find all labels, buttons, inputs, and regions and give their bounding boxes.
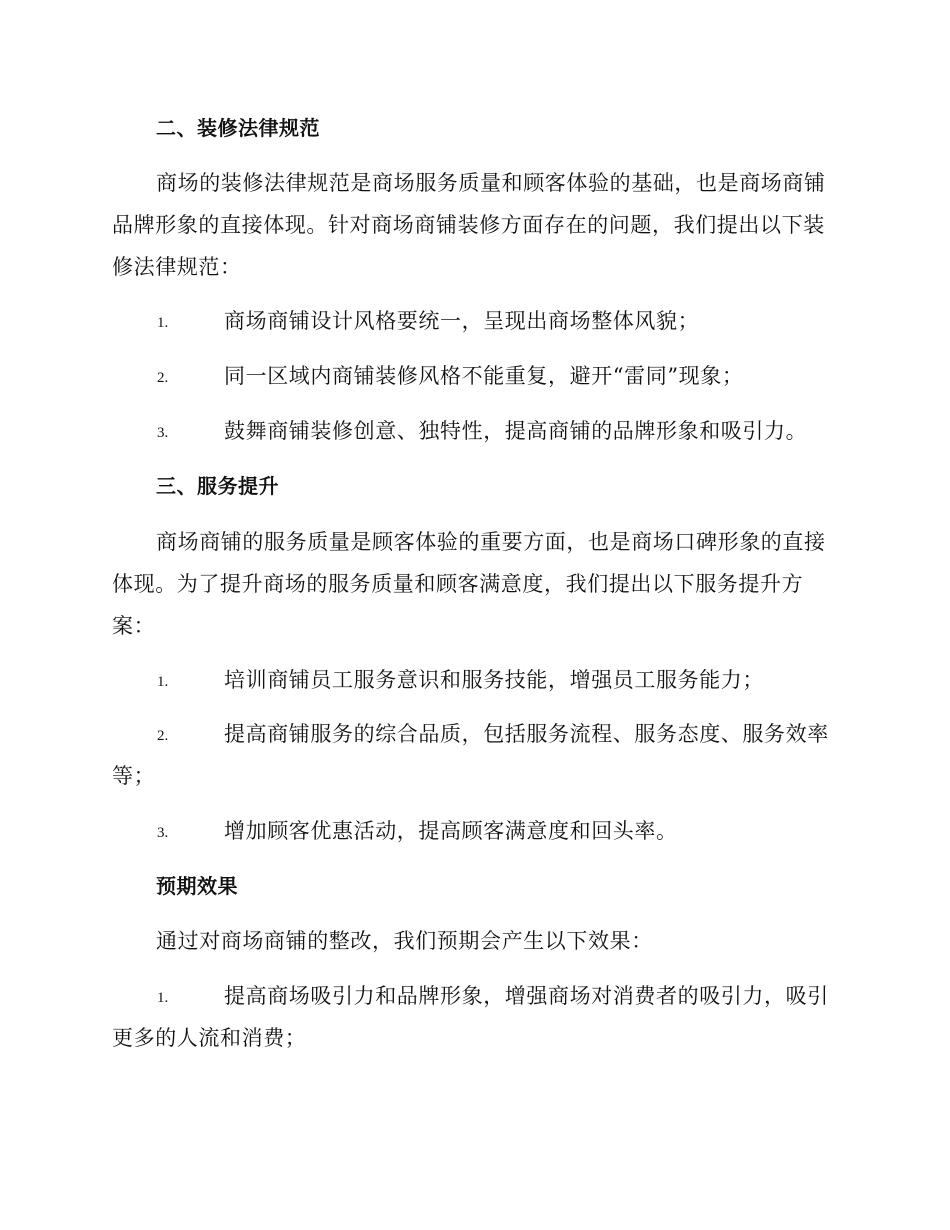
paragraph-line: 商场商铺的服务质量是顾客体验的重要方面，也是商场口碑形象的直接 <box>156 530 826 554</box>
list-item-text: 提高商场吸引力和品牌形象，增强商场对消费者的吸引力，吸引 <box>224 984 829 1008</box>
list-number: 1. <box>157 990 169 1006</box>
list-number: 1. <box>157 315 169 331</box>
paragraph-line: 案： <box>112 614 156 638</box>
list-number: 2. <box>157 728 169 744</box>
section-heading-service: 三、服务提升 <box>156 474 279 498</box>
list-item-text: 商场商铺设计风格要统一，呈现出商场整体风貌； <box>224 309 700 333</box>
list-item-text: 培训商铺员工服务意识和服务技能，增强员工服务能力； <box>224 668 764 692</box>
paragraph-line: 商场的装修法律规范是商场服务质量和顾客体验的基础，也是商场商铺 <box>156 171 826 195</box>
section-heading-decoration-law: 二、装修法律规范 <box>156 116 320 140</box>
list-item-text: 提高商铺服务的综合品质，包括服务流程、服务态度、服务效率 <box>224 722 829 746</box>
list-number: 2. <box>157 370 169 386</box>
paragraph-line: 修法律规范： <box>112 255 242 279</box>
list-number: 3. <box>157 825 169 841</box>
list-item-continuation: 更多的人流和消费； <box>112 1026 307 1050</box>
list-item-continuation: 等； <box>112 764 156 788</box>
paragraph-line: 体现。为了提升商场的服务质量和顾客满意度，我们提出以下服务提升方 <box>112 572 804 596</box>
list-item-text: 同一区域内商铺装修风格不能重复，避开“雷同”现象； <box>224 364 744 388</box>
list-number: 3. <box>157 425 169 441</box>
paragraph-line: 通过对商场商铺的整改，我们预期会产生以下效果： <box>156 929 653 953</box>
section-heading-expected-effect: 预期效果 <box>156 874 238 898</box>
paragraph-line: 品牌形象的直接体现。针对商场商铺装修方面存在的问题，我们提出以下装 <box>112 213 825 237</box>
list-item-text: 增加顾客优惠活动，提高顾客满意度和回头率。 <box>224 819 678 843</box>
list-number: 1. <box>157 674 169 690</box>
list-item-text: 鼓舞商铺装修创意、独特性，提高商铺的品牌形象和吸引力。 <box>224 419 808 443</box>
